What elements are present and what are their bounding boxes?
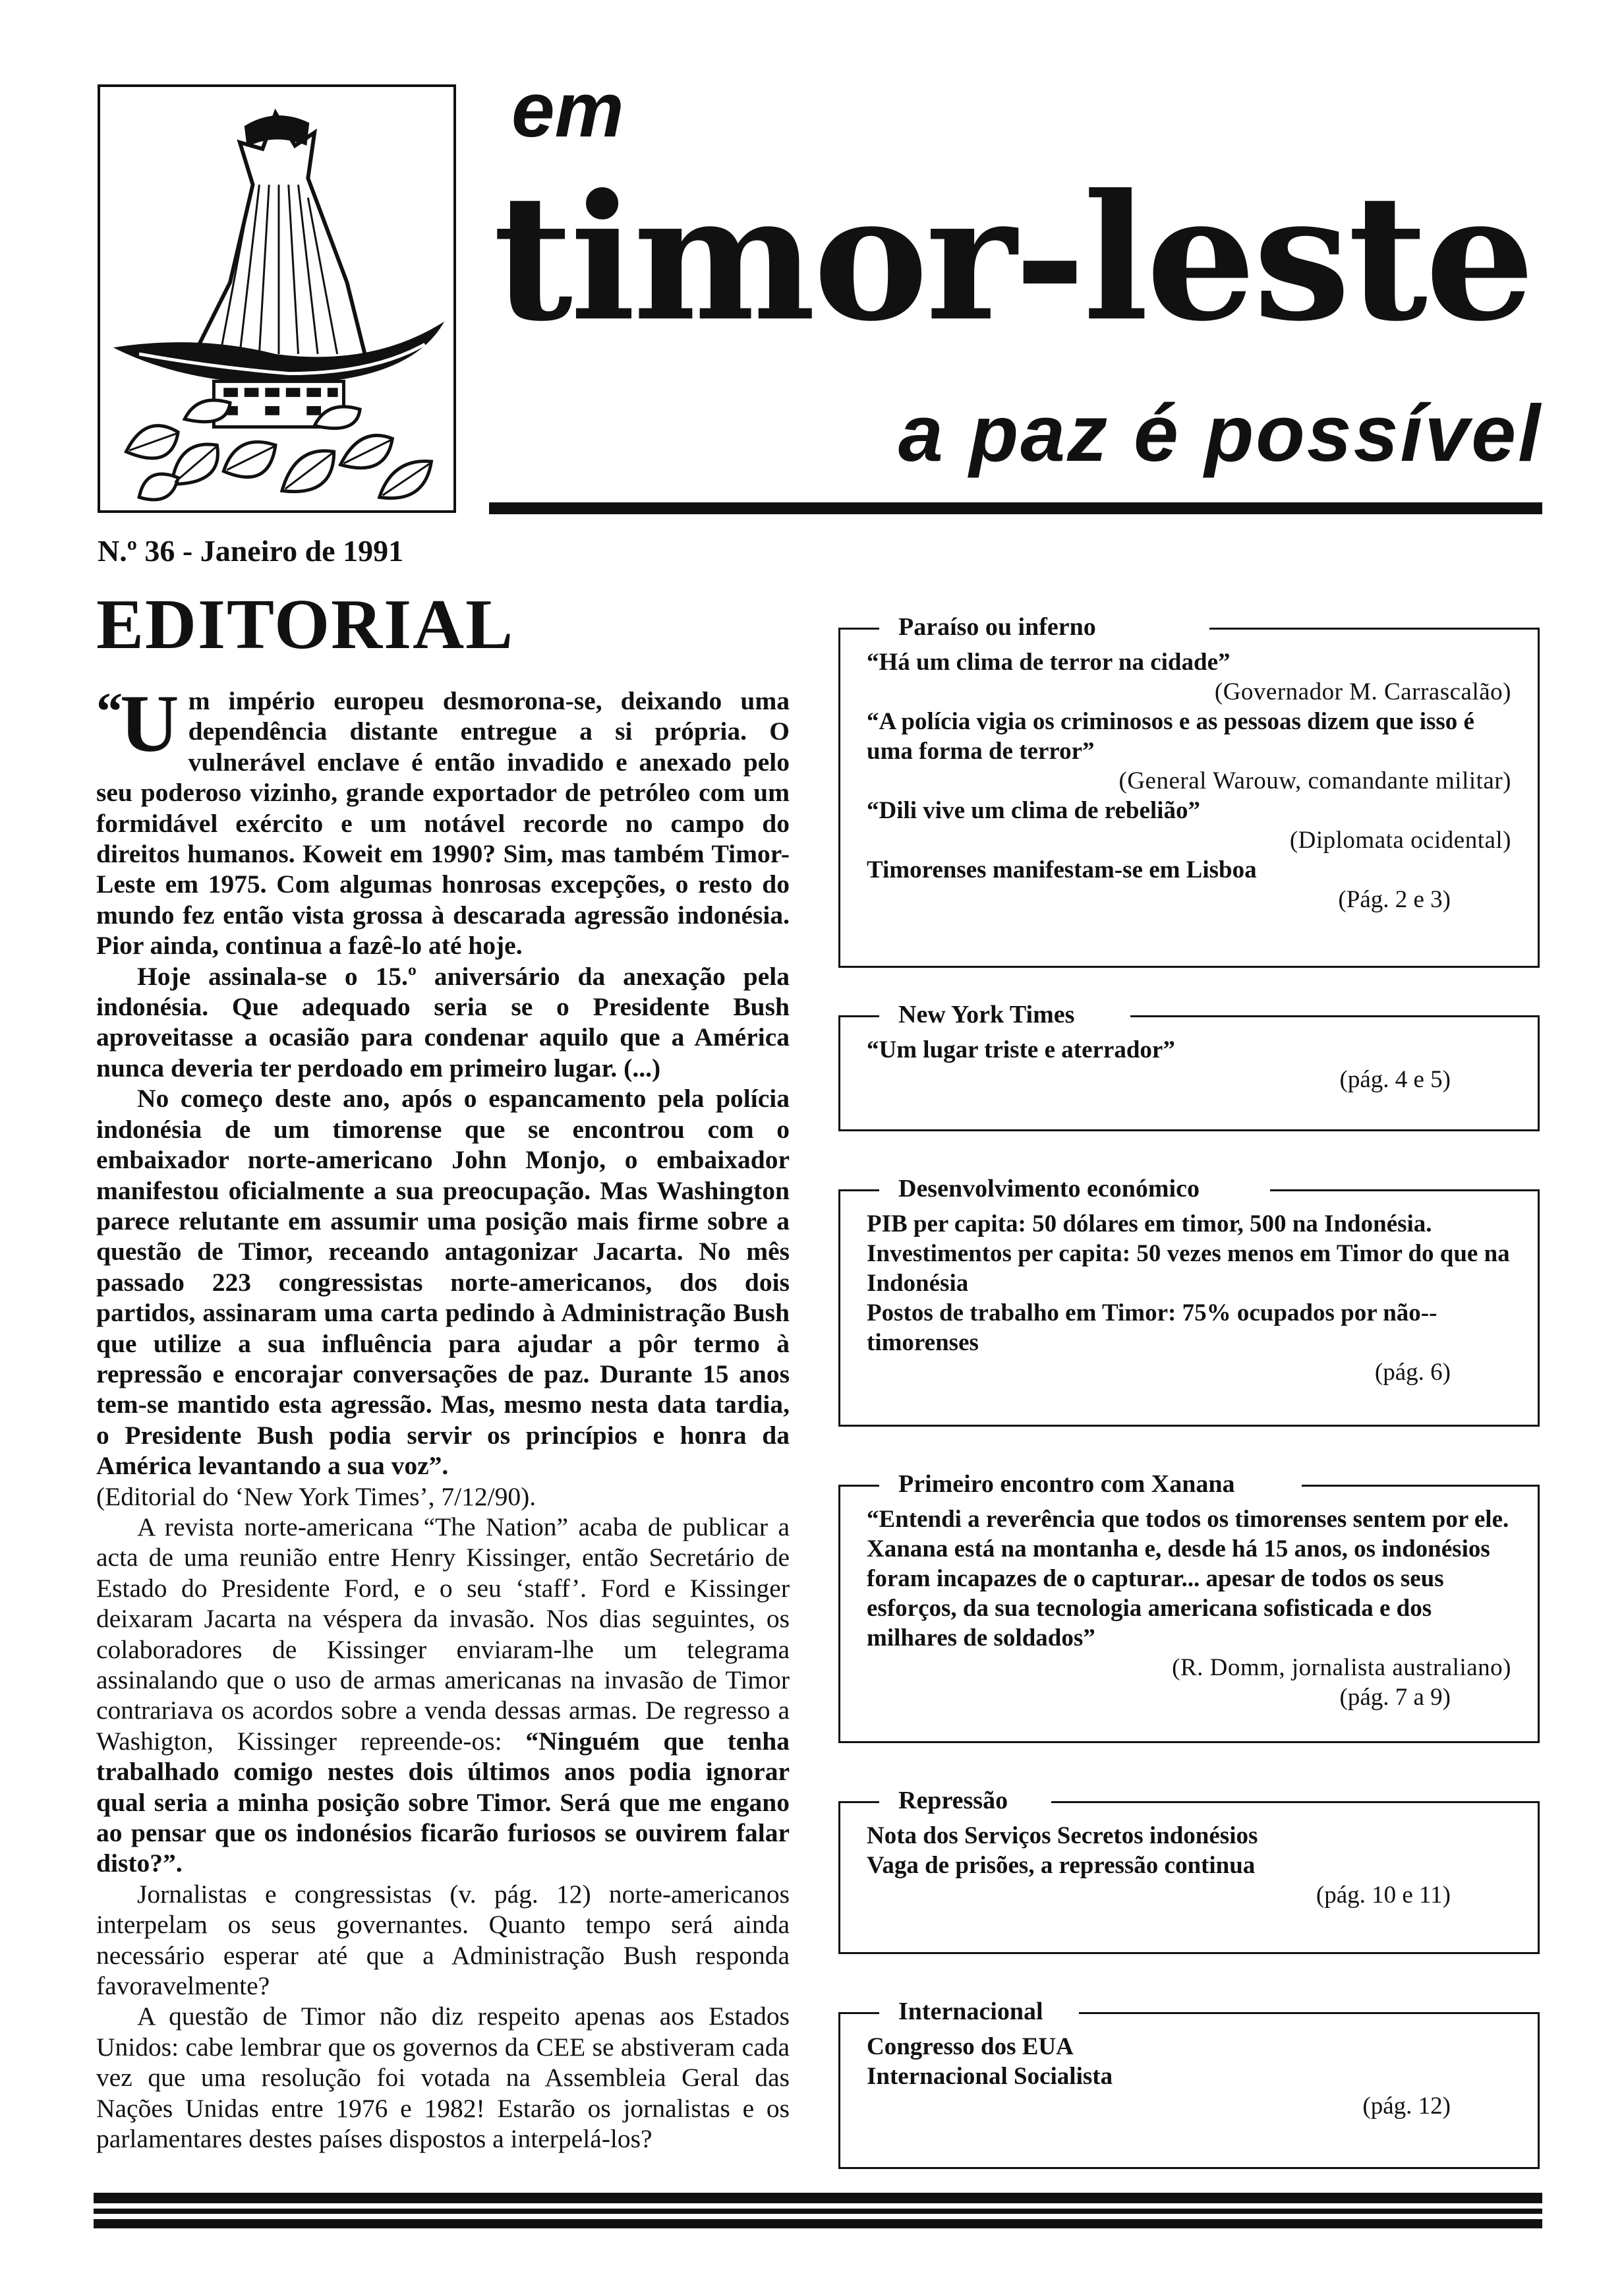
quote-line: “Há um clima de terror na cidade” — [867, 649, 1231, 676]
fact-line: Postos de trabalho em Timor: 75% ocupados por não--timorenses — [867, 1299, 1437, 1356]
page-reference: (pág. 10 e 11) — [1316, 1882, 1451, 1909]
editorial-paragraph-5: Jornalistas e congressistas (v. pág. 12) norte-americanos interpelam os seus governantes. Quanto tempo será ainda necessário esperar até que a Administração Bush responda favoravelmente? — [96, 1879, 790, 2001]
headline-line: Congresso dos EUA — [867, 2033, 1074, 2060]
box-title: Paraíso ou inferno — [890, 610, 1104, 643]
headline-line: Vaga de prisões, a repressão continua — [867, 1852, 1256, 1879]
quote-line: “Um lugar triste e aterrador” — [867, 1036, 1175, 1063]
fact-line: Investimentos per capita: 50 vezes menos em Timor do que na Indonésia — [867, 1240, 1510, 1297]
box-internacional — [838, 1998, 1540, 2169]
headline-line: Internacional Socialista — [867, 2063, 1113, 2090]
box-primeiro-encontro-xanana — [838, 1470, 1540, 1743]
quote-attribution: (R. Domm, jornalista australiano) — [1172, 1654, 1511, 1681]
editorial-title: EDITORIAL — [96, 585, 515, 664]
quote-line: “A polícia vigia os criminosos e as pessoas dizem que isso é uma forma de terror” — [867, 708, 1474, 765]
quote-attribution: (Diplomata ocidental) — [1289, 827, 1511, 854]
box-desenvolvimento-economico — [838, 1175, 1540, 1427]
box-title: New York Times — [890, 998, 1082, 1031]
masthead-em: em — [511, 67, 624, 154]
bottom-rule — [94, 2193, 1542, 2203]
quote-line: “Entendi a reverência que todos os timorenses sentem por ele. Xanana está na montanha e, desde há 15 anos, os indonésios foram incapazes de o capturar... apesar de todos os seus esforços, da sua tecnologia americana sofisticada e dos milhares de soldados” — [867, 1506, 1509, 1651]
masthead-logo — [98, 84, 456, 513]
box-new-york-times — [838, 1001, 1540, 1131]
box-title: Repressão — [890, 1784, 1016, 1817]
box-repressao — [838, 1787, 1540, 1954]
timorese-house-illustration — [100, 87, 453, 510]
box-title: Internacional — [890, 1995, 1051, 2028]
masthead-subtitle: a paz é possível — [898, 388, 1542, 478]
fact-line: PIB per capita: 50 dólares em timor, 500 na Indonésia. — [867, 1210, 1432, 1237]
editorial-body — [96, 678, 790, 2155]
quote-attribution: (General Warouw, comandante militar) — [1118, 767, 1511, 794]
page-reference: (pág. 6) — [1374, 1359, 1451, 1386]
masthead-title: timor-leste — [493, 156, 1532, 359]
editorial-paragraph-3: No começo deste ano, após o espancamento pela polícia indonésia de um timorense que se encontrou com o embaixador norte-americano John Monjo, o embaixador manifestou oficialmente a sua preocupação. Mas Washington parece relutante em assumir uma posição mais firme sobre a questão de Timor, receando antagonizar Jacarta. No mês passado 223 congressistas norte-americanos, dos dois partidos, assinaram uma carta pedindo à Administração Bush que utilize a sua influência para ajudar a pôr termo à repressão e encorajar conversações de paz. Durante 15 anos tem-se mantido esta agressão. Mas, mesmo nesta data tardia, o Presidente Bush podia servir os princípios e honra da América levantando a sua voz”. — [96, 1084, 790, 1481]
editorial-paragraph-4: A revista norte-americana “The Nation” acaba de publicar a acta de uma reunião entre Henry Kissinger, então Secretário de Estado do Presidente Ford, e o seu ‘staff’. Ford e Kissinger deixaram Jacarta na véspera da invasão. Nos dias seguintes, os colaboradores de Kissinger enviaram-lhe um telegrama assinalando que o uso de armas americanas na invasão de Timor contrariava os acordos sobre a venda dessas armas. De regresso a Washigton, Kissinger repreende-os: “Ninguém que tenha trabalhado comigo nestes dois últimos anos podia ignorar qual seria a minha posição sobre Timor. Será que me engano ao pensar que os indonésios ficarão furiosos se ouvirem falar disto?”. — [96, 1512, 790, 1878]
page-reference: (pág. 4 e 5) — [1339, 1066, 1451, 1093]
masthead-rule — [489, 502, 1542, 514]
drop-cap: “U — [96, 678, 179, 769]
page-reference: (pág. 12) — [1362, 2093, 1451, 2120]
bottom-rule — [94, 2219, 1542, 2228]
headline-line: Timorenses manifestam-se em Lisboa — [867, 856, 1257, 883]
headline-line: Nota dos Serviços Secretos indonésios — [867, 1822, 1258, 1849]
box-title: Desenvolvimento económico — [890, 1172, 1207, 1205]
bottom-rule — [94, 2209, 1542, 2214]
editorial-paragraph-1: “U m império europeu desmorona-se, deixando uma dependência distante entregue a si própria. O vulnerável enclave é então invadido e anexado pelo seu poderoso vizinho, grande exportador de petróleo com um formidável exército e um notável recorde no campo do direitos humanos. Koweit em 1990? Sim, mas também Timor-Leste em 1975. Com algumas honrosas excepções, o resto do mundo fez então vista grossa à descarada agressão indonésia. Pior ainda, continua a fazê-lo até hoje. — [96, 678, 790, 961]
editorial-source: (Editorial do ‘New York Times’, 7/12/90). — [96, 1481, 536, 1511]
editorial-paragraph-2: Hoje assinala-se o 15.º aniversário da anexação pela indonésia. Que adequado seria se o Presidente Bush aproveitasse a ocasião para condenar aquilo que a América nunca deveria ter perdoado em primeiro lugar. (...) — [96, 961, 790, 1083]
quote-attribution: (Governador M. Carrascalão) — [1214, 678, 1511, 705]
box-title: Primeiro encontro com Xanana — [890, 1468, 1242, 1501]
page-reference: (pág. 7 a 9) — [1339, 1684, 1451, 1711]
box-paraiso-ou-inferno — [838, 613, 1540, 968]
issue-number: N.º 36 - Janeiro de 1991 — [98, 534, 404, 568]
editorial-paragraph-6: A questão de Timor não diz respeito apenas aos Estados Unidos: cabe lembrar que os governos da CEE se abstiveram cada vez que uma resolução foi votada na Assembleia Geral das Nações Unidas entre 1976 e 1982! Estarão os jornalistas e os parlamentares destes países dispostos a interpelá-los? — [96, 2002, 790, 2154]
quote-line: “Dili vive um clima de rebelião” — [867, 797, 1200, 824]
page-reference: (Pág. 2 e 3) — [1338, 886, 1451, 913]
